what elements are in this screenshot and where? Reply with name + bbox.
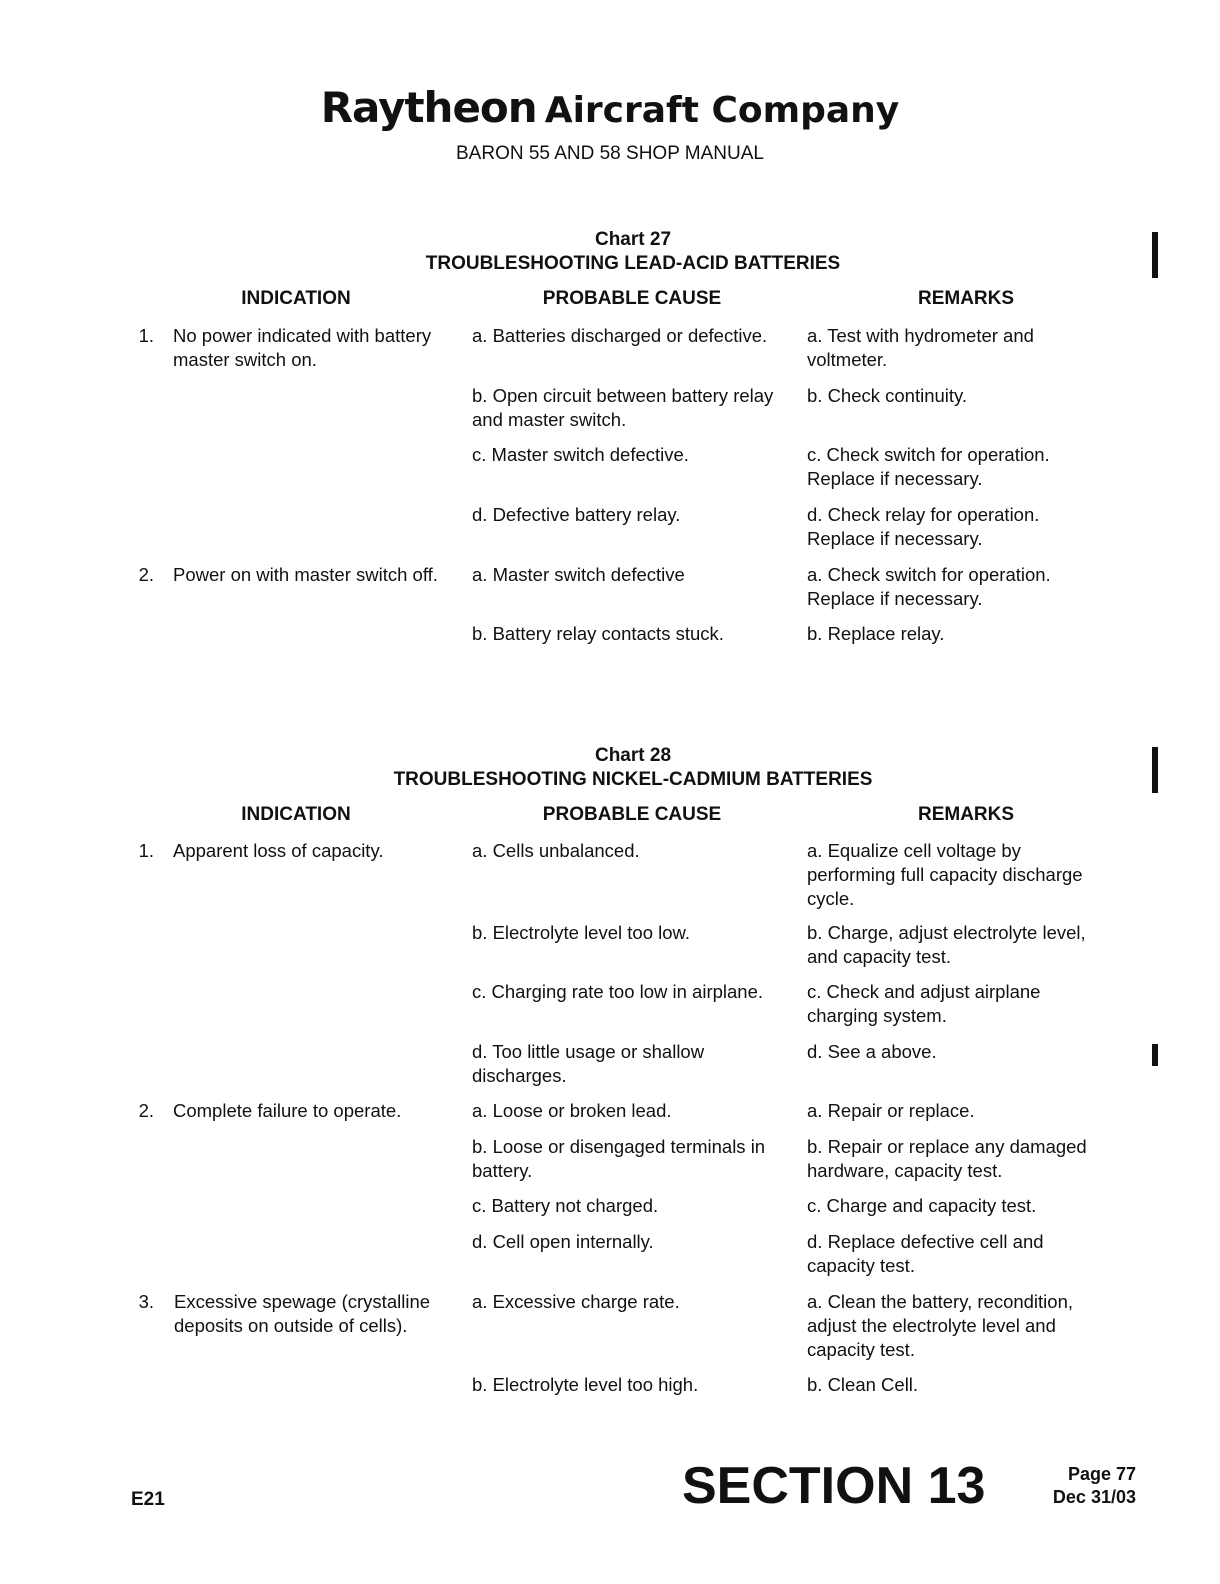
indication-cell: No power indicated with battery master switch on.	[173, 325, 432, 370]
remark-cell: c. Check switch for operation. Replace if necessary.	[807, 444, 1050, 489]
remark-cell: a. Check switch for operation. Replace if necessary.	[807, 564, 1051, 609]
cause-cell: c. Charging rate too low in airplane.	[472, 981, 764, 1002]
section-title: SECTION 13	[682, 1457, 986, 1515]
cause-cell: b. Loose or disengaged terminals in battery.	[472, 1136, 766, 1181]
row-number: 2.	[138, 564, 154, 585]
remark-cell: a. Clean the battery, recondition, adjust the electrolyte level and capacity test.	[807, 1291, 1074, 1360]
row-number: 1.	[138, 840, 154, 861]
page-number: Page 77	[1067, 1464, 1136, 1484]
chart28-col-remarks: REMARKS	[917, 804, 1015, 825]
manual-title: BARON 55 AND 58 SHOP MANUAL	[456, 143, 764, 164]
remark-cell: a. Equalize cell voltage by performing full capacity discharge cycle.	[807, 840, 1083, 909]
cause-cell: d. Cell open internally.	[472, 1231, 654, 1252]
brand-rest: Aircraft Company	[544, 90, 900, 131]
change-bar	[1152, 232, 1158, 278]
remark-cell: a. Repair or replace.	[807, 1100, 975, 1121]
cause-cell: c. Battery not charged.	[472, 1195, 659, 1216]
document-header	[0, 84, 1220, 165]
cause-cell: b. Battery relay contacts stuck.	[472, 623, 724, 644]
brand-name: Raytheon	[320, 83, 537, 132]
cause-cell: b. Electrolyte level too low.	[472, 922, 690, 943]
indication-cell: Apparent loss of capacity.	[173, 840, 384, 861]
remark-cell: b. Repair or replace any damaged hardware, capacity test.	[807, 1136, 1087, 1181]
indication-cell: Power on with master switch off.	[173, 564, 438, 585]
page-info	[1030, 1463, 1136, 1509]
page-date: Dec 31/03	[1052, 1487, 1136, 1507]
row-number: 2.	[138, 1100, 154, 1121]
chart27-title: TROUBLESHOOTING LEAD-ACID BATTERIES	[425, 253, 841, 274]
company-logo	[0, 84, 1220, 135]
remark-cell: b. Clean Cell.	[807, 1374, 919, 1395]
indication-cell: Complete failure to operate.	[173, 1100, 402, 1121]
cause-cell: a. Master switch defective	[472, 564, 685, 585]
chart27-number: Chart 27	[594, 229, 672, 250]
cause-cell: b. Electrolyte level too high.	[472, 1374, 699, 1395]
chart27-col-indication: INDICATION	[241, 288, 351, 309]
cause-cell: a. Batteries discharged or defective.	[472, 325, 768, 346]
cause-cell: b. Open circuit between battery relay and master switch.	[472, 385, 774, 430]
cause-cell: c. Master switch defective.	[472, 444, 689, 465]
page-code: E21	[131, 1489, 165, 1510]
cause-cell: d. Defective battery relay.	[472, 504, 681, 525]
cause-cell: a. Excessive charge rate.	[472, 1291, 680, 1312]
cause-cell: a. Loose or broken lead.	[472, 1100, 672, 1121]
cause-cell: d. Too little usage or shallow discharges.	[472, 1041, 705, 1086]
chart28-col-cause: PROBABLE CAUSE	[542, 804, 722, 825]
remark-cell: c. Check and adjust airplane charging system.	[807, 981, 1041, 1026]
remark-cell: d. See a above.	[807, 1041, 937, 1062]
row-number: 3.	[138, 1291, 154, 1312]
change-bar	[1152, 747, 1158, 793]
chart27-col-remarks: REMARKS	[917, 288, 1015, 309]
remark-cell: a. Test with hydrometer and voltmeter.	[807, 325, 1034, 370]
chart27-col-cause: PROBABLE CAUSE	[542, 288, 722, 309]
remark-cell: d. Check relay for operation. Replace if necessary.	[807, 504, 1040, 549]
chart28-number: Chart 28	[594, 745, 672, 766]
cause-cell: a. Cells unbalanced.	[472, 840, 640, 861]
remark-cell: b. Replace relay.	[807, 623, 945, 644]
chart28-title: TROUBLESHOOTING NICKEL-CADMIUM BATTERIES	[393, 769, 873, 790]
remark-cell: d. Replace defective cell and capacity test.	[807, 1231, 1044, 1276]
change-bar	[1152, 1044, 1158, 1066]
remark-cell: b. Charge, adjust electrolyte level, and capacity test.	[807, 922, 1086, 967]
chart28-col-indication: INDICATION	[241, 804, 351, 825]
remark-cell: c. Charge and capacity test.	[807, 1195, 1037, 1216]
row-number: 1.	[138, 325, 154, 346]
indication-cell: Excessive spewage (crystalline deposits on outside of cells).	[174, 1291, 431, 1336]
remark-cell: b. Check continuity.	[807, 385, 968, 406]
